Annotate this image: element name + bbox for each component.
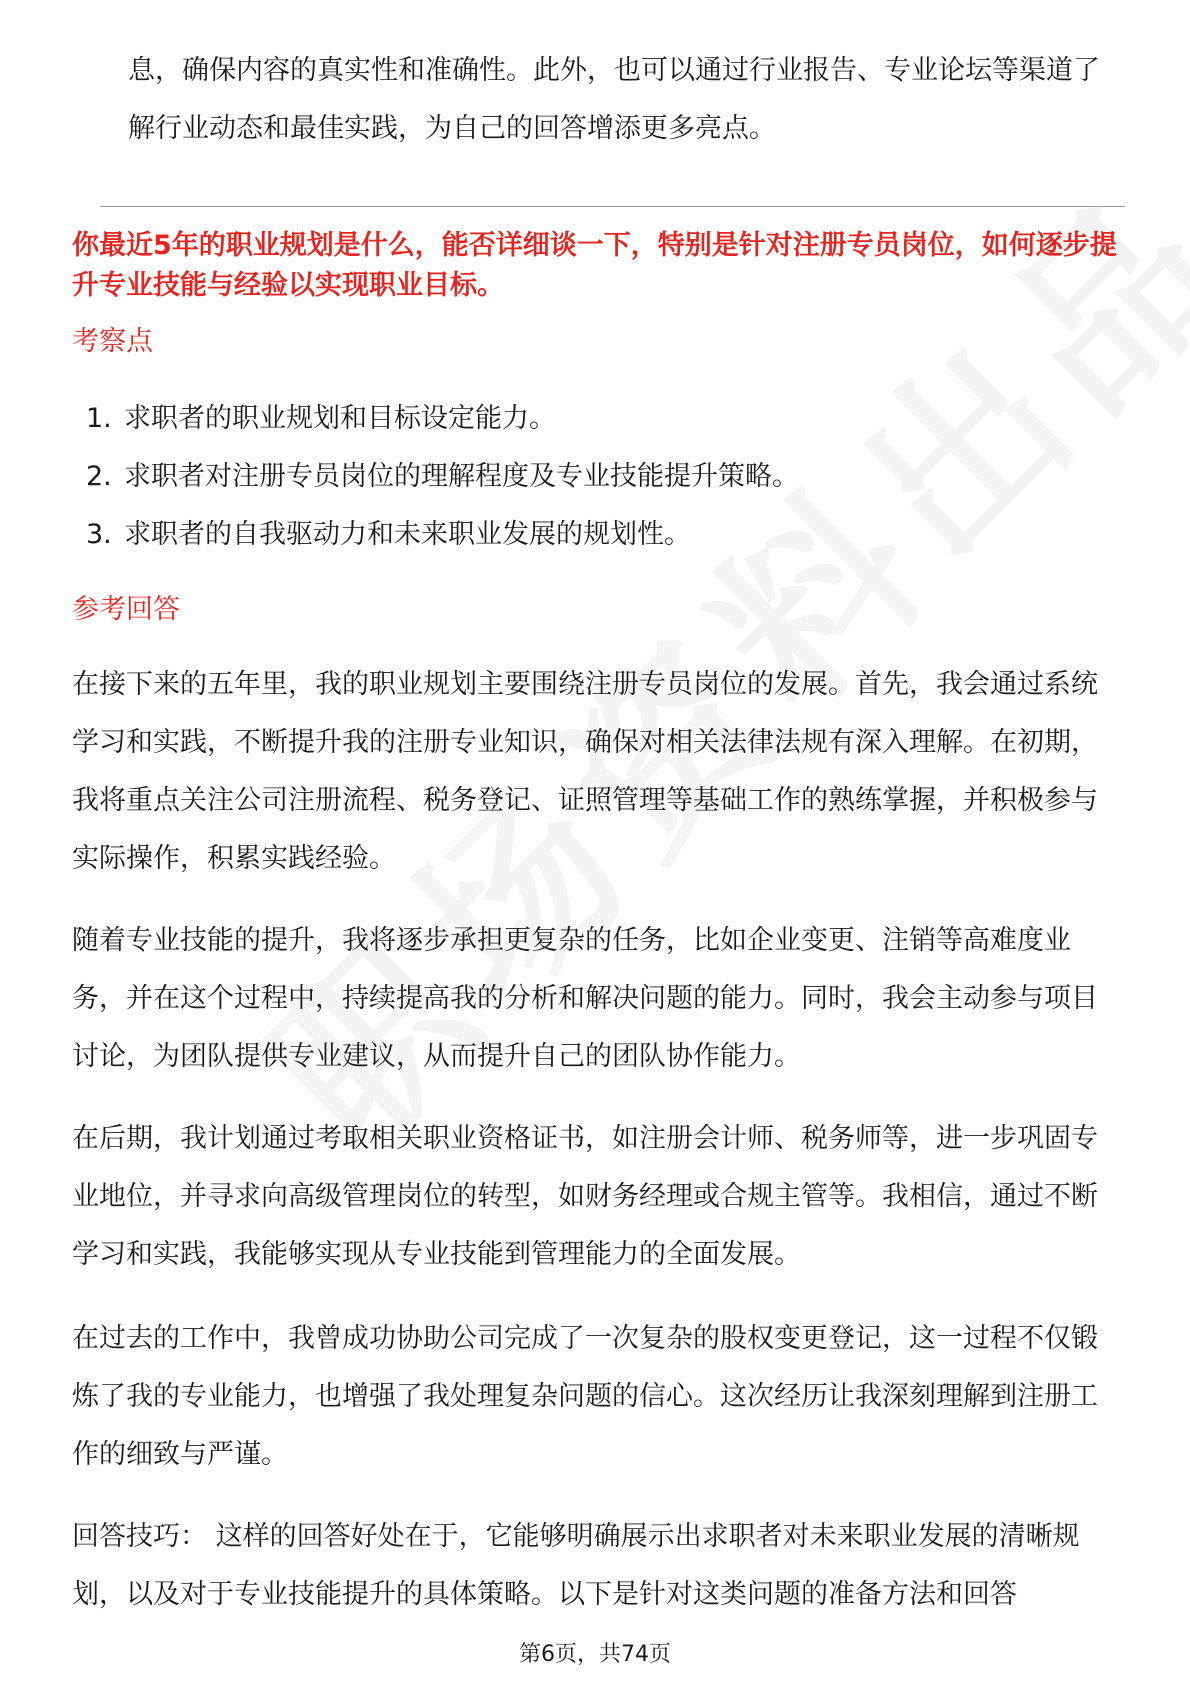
list-item-text: 求职者的职业规划和目标设定能力。	[124, 403, 556, 434]
intro-paragraph: 息，确保内容的真实性和准确性。此外，也可以通过行业报告、专业论坛等渠道了解行业动态和最佳实践，为自己的回答增添更多亮点。	[128, 55, 1100, 144]
answer-heading: 参考回答	[72, 594, 180, 625]
list-item-number: 3.	[86, 519, 112, 550]
list-item-text: 求职者的自我驱动力和未来职业发展的规划性。	[124, 519, 691, 550]
points-heading: 考察点	[72, 326, 153, 357]
list-item	[86, 448, 1086, 506]
question-title: 你最近5年的职业规划是什么，能否详细谈一下，特别是针对注册专员岗位，如何逐步提升专业技能与经验以实现职业目标。	[72, 230, 1117, 301]
list-item-text: 求职者对注册专员岗位的理解程度及专业技能提升策略。	[124, 461, 799, 492]
answer-paragraph: 随着专业技能的提升，我将逐步承担更复杂的任务，比如企业变更、注销等高难度业务，并在这个过程中，持续提高我的分析和解决问题的能力。同时，我会主动参与项目讨论，为团队提供专业建议，从而提升自己的团队协作能力。	[72, 925, 1098, 1072]
list-item	[86, 506, 1086, 564]
answer-tips-paragraph: 回答技巧： 这样的回答好处在于，它能够明确展示出求职者对未来职业发展的清晰规划，以及对于专业技能提升的具体策略。以下是针对这类问题的准备方法和回答	[72, 1521, 1080, 1610]
list-item	[86, 390, 1086, 448]
points-list	[86, 390, 1086, 564]
list-item-number: 2.	[86, 461, 112, 492]
answer-paragraph: 在后期，我计划通过考取相关职业资格证书，如注册会计师、税务师等，进一步巩固专业地位，并寻求向高级管理岗位的转型，如财务经理或合规主管等。我相信，通过不断学习和实践，我能够实现从专业技能到管理能力的全面发展。	[72, 1123, 1098, 1270]
list-item-number: 1.	[86, 403, 112, 434]
answer-paragraph: 在接下来的五年里，我的职业规划主要围绕注册专员岗位的发展。首先，我会通过系统学习和实践，不断提升我的注册专业知识，确保对相关法律法规有深入理解。在初期，我将重点关注公司注册流程、税务登记、证照管理等基础工作的熟练掌握，并积极参与实际操作，积累实践经验。	[72, 669, 1098, 874]
section-divider	[100, 206, 1125, 207]
page-footer: 第6页，共74页	[519, 1642, 671, 1667]
answer-paragraph: 在过去的工作中，我曾成功协助公司完成了一次复杂的股权变更登记，这一过程不仅锻炼了我的专业能力，也增强了我处理复杂问题的信心。这次经历让我深刻理解到注册工作的细致与严谨。	[72, 1323, 1098, 1470]
